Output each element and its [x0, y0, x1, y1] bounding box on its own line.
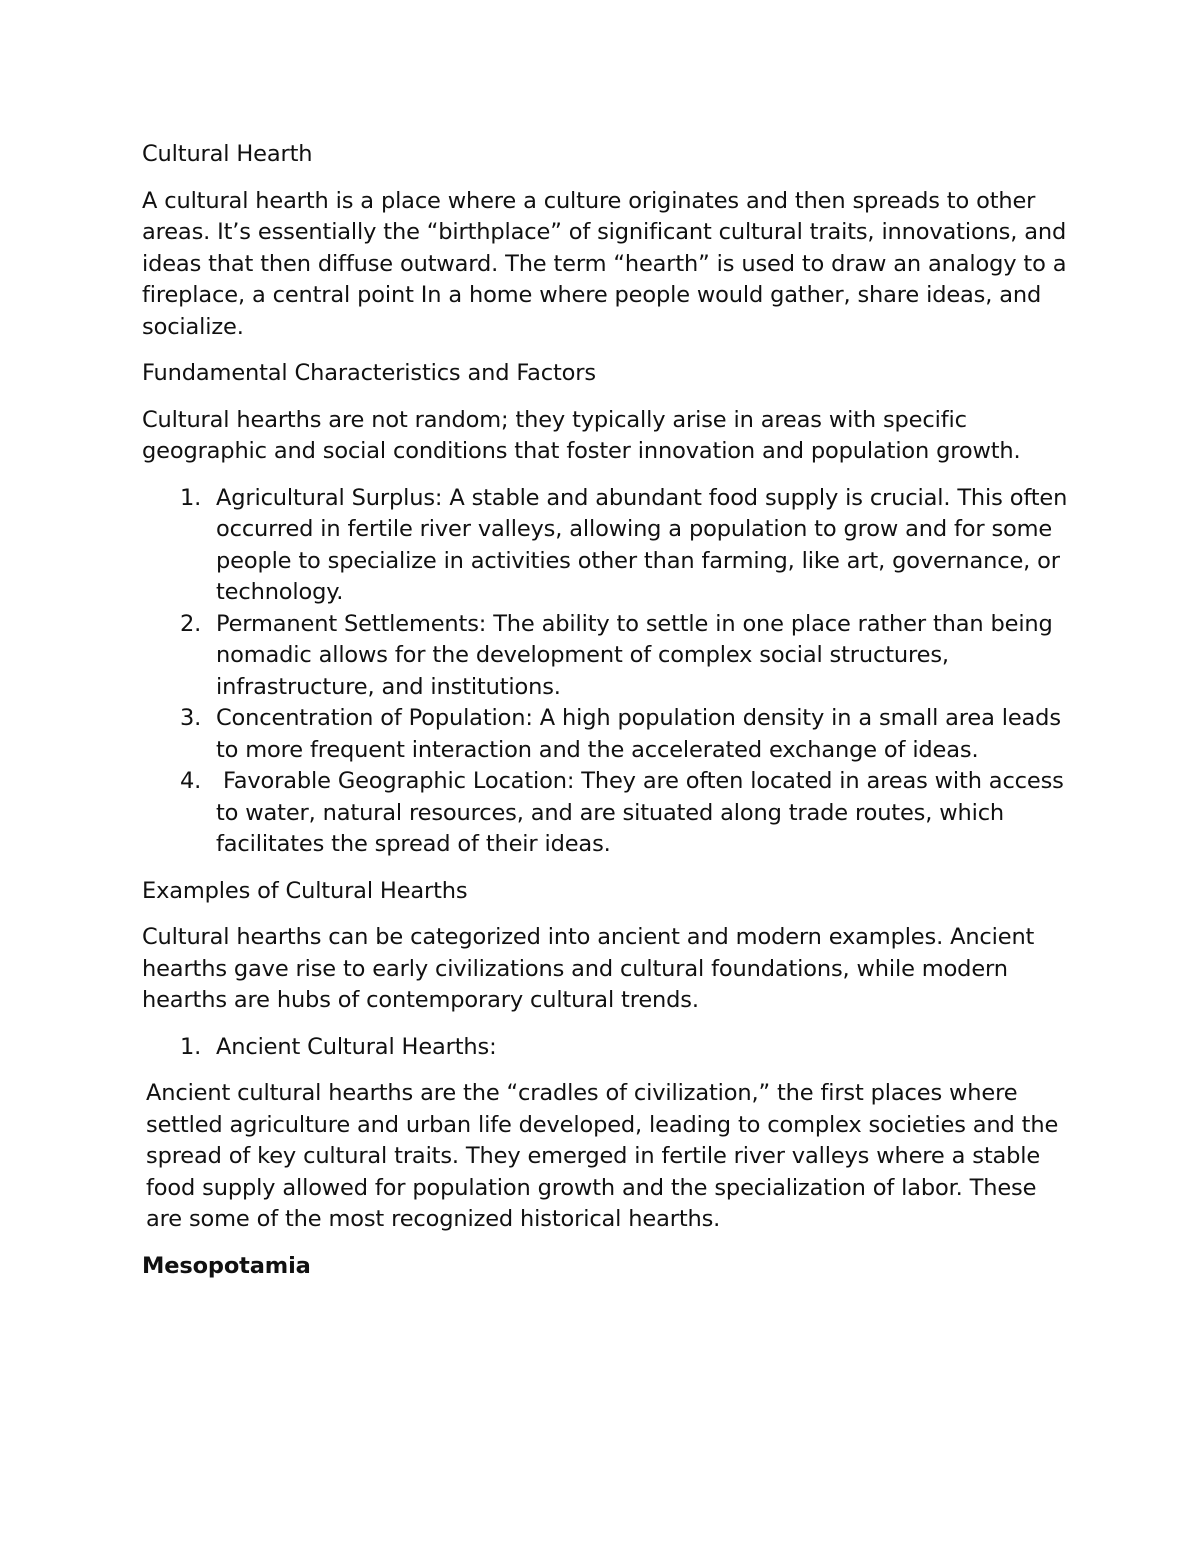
list-item-text: Favorable Geographic Location: They are often located in areas with access to water, natural resources, and are situated along trade routes, which facilitates the spread of their ideas. — [216, 768, 1071, 857]
characteristics-intro-paragraph: Cultural hearths are not random; they typically arise in areas with specific geographic and social conditions that foster innovation and population growth. — [142, 406, 1021, 464]
list-item-text: Ancient Cultural Hearths: — [216, 1033, 497, 1060]
examples-list — [142, 1032, 1072, 1064]
document-body — [142, 139, 1072, 1282]
list-item — [142, 609, 1072, 704]
list-item-text: Concentration of Population: A high population density in a small area leads to more frequent interaction and the accelerated exchange of ideas. — [216, 705, 1061, 763]
section-heading-characteristics: Fundamental Characteristics and Factors — [142, 360, 596, 386]
intro-paragraph: A cultural hearth is a place where a culture originates and then spreads to other areas. It’s essentially the “birthplace” of significant cultural traits, innovations, and ideas that then diffuse outward. The term “hearth” is used to draw an analogy to a fireplace, a central point In a home where people would gather, share ideas, and socialize. — [142, 187, 1067, 340]
list-item — [142, 1032, 1072, 1064]
ancient-hearths-paragraph: Ancient cultural hearths are the “cradles of civilization,” the first places where settled agriculture and urban life developed, leading to complex societies and the spread of key cultural traits. They emerged in fertile river valleys where a stable food supply allowed for population growth and the specialization of labor. These are some of the most recognized historical hearths. — [146, 1080, 1059, 1232]
list-number: 2. — [180, 610, 202, 637]
list-item-text: Agricultural Surplus: A stable and abundant food supply is crucial. This often occurred in fertile river valleys, allowing a population to grow and for some people to specialize in activities other than farming, like art, governance, or technology. — [216, 484, 1068, 605]
list-number: 3. — [180, 705, 202, 731]
list-item — [142, 766, 1072, 861]
subheading-mesopotamia: Mesopotamia — [142, 1252, 311, 1279]
document-title: Cultural Hearth — [142, 141, 313, 167]
list-number: 1. — [180, 484, 202, 511]
list-item — [142, 703, 1072, 766]
factors-list — [142, 483, 1072, 861]
section-heading-examples: Examples of Cultural Hearths — [142, 877, 468, 904]
list-item-text: Permanent Settlements: The ability to settle in one place rather than being nomadic allows for the development of complex social structures, infrastructure, and institutions. — [216, 610, 1053, 700]
list-number: 1. — [180, 1033, 202, 1060]
examples-intro-paragraph: Cultural hearths can be categorized into ancient and modern examples. Ancient hearths gave rise to early civilizations and cultural foundations, while modern hearths are hubs of contemporary cultural trends. — [142, 924, 1035, 1013]
list-item — [142, 483, 1072, 609]
list-number: 4. — [180, 768, 202, 794]
